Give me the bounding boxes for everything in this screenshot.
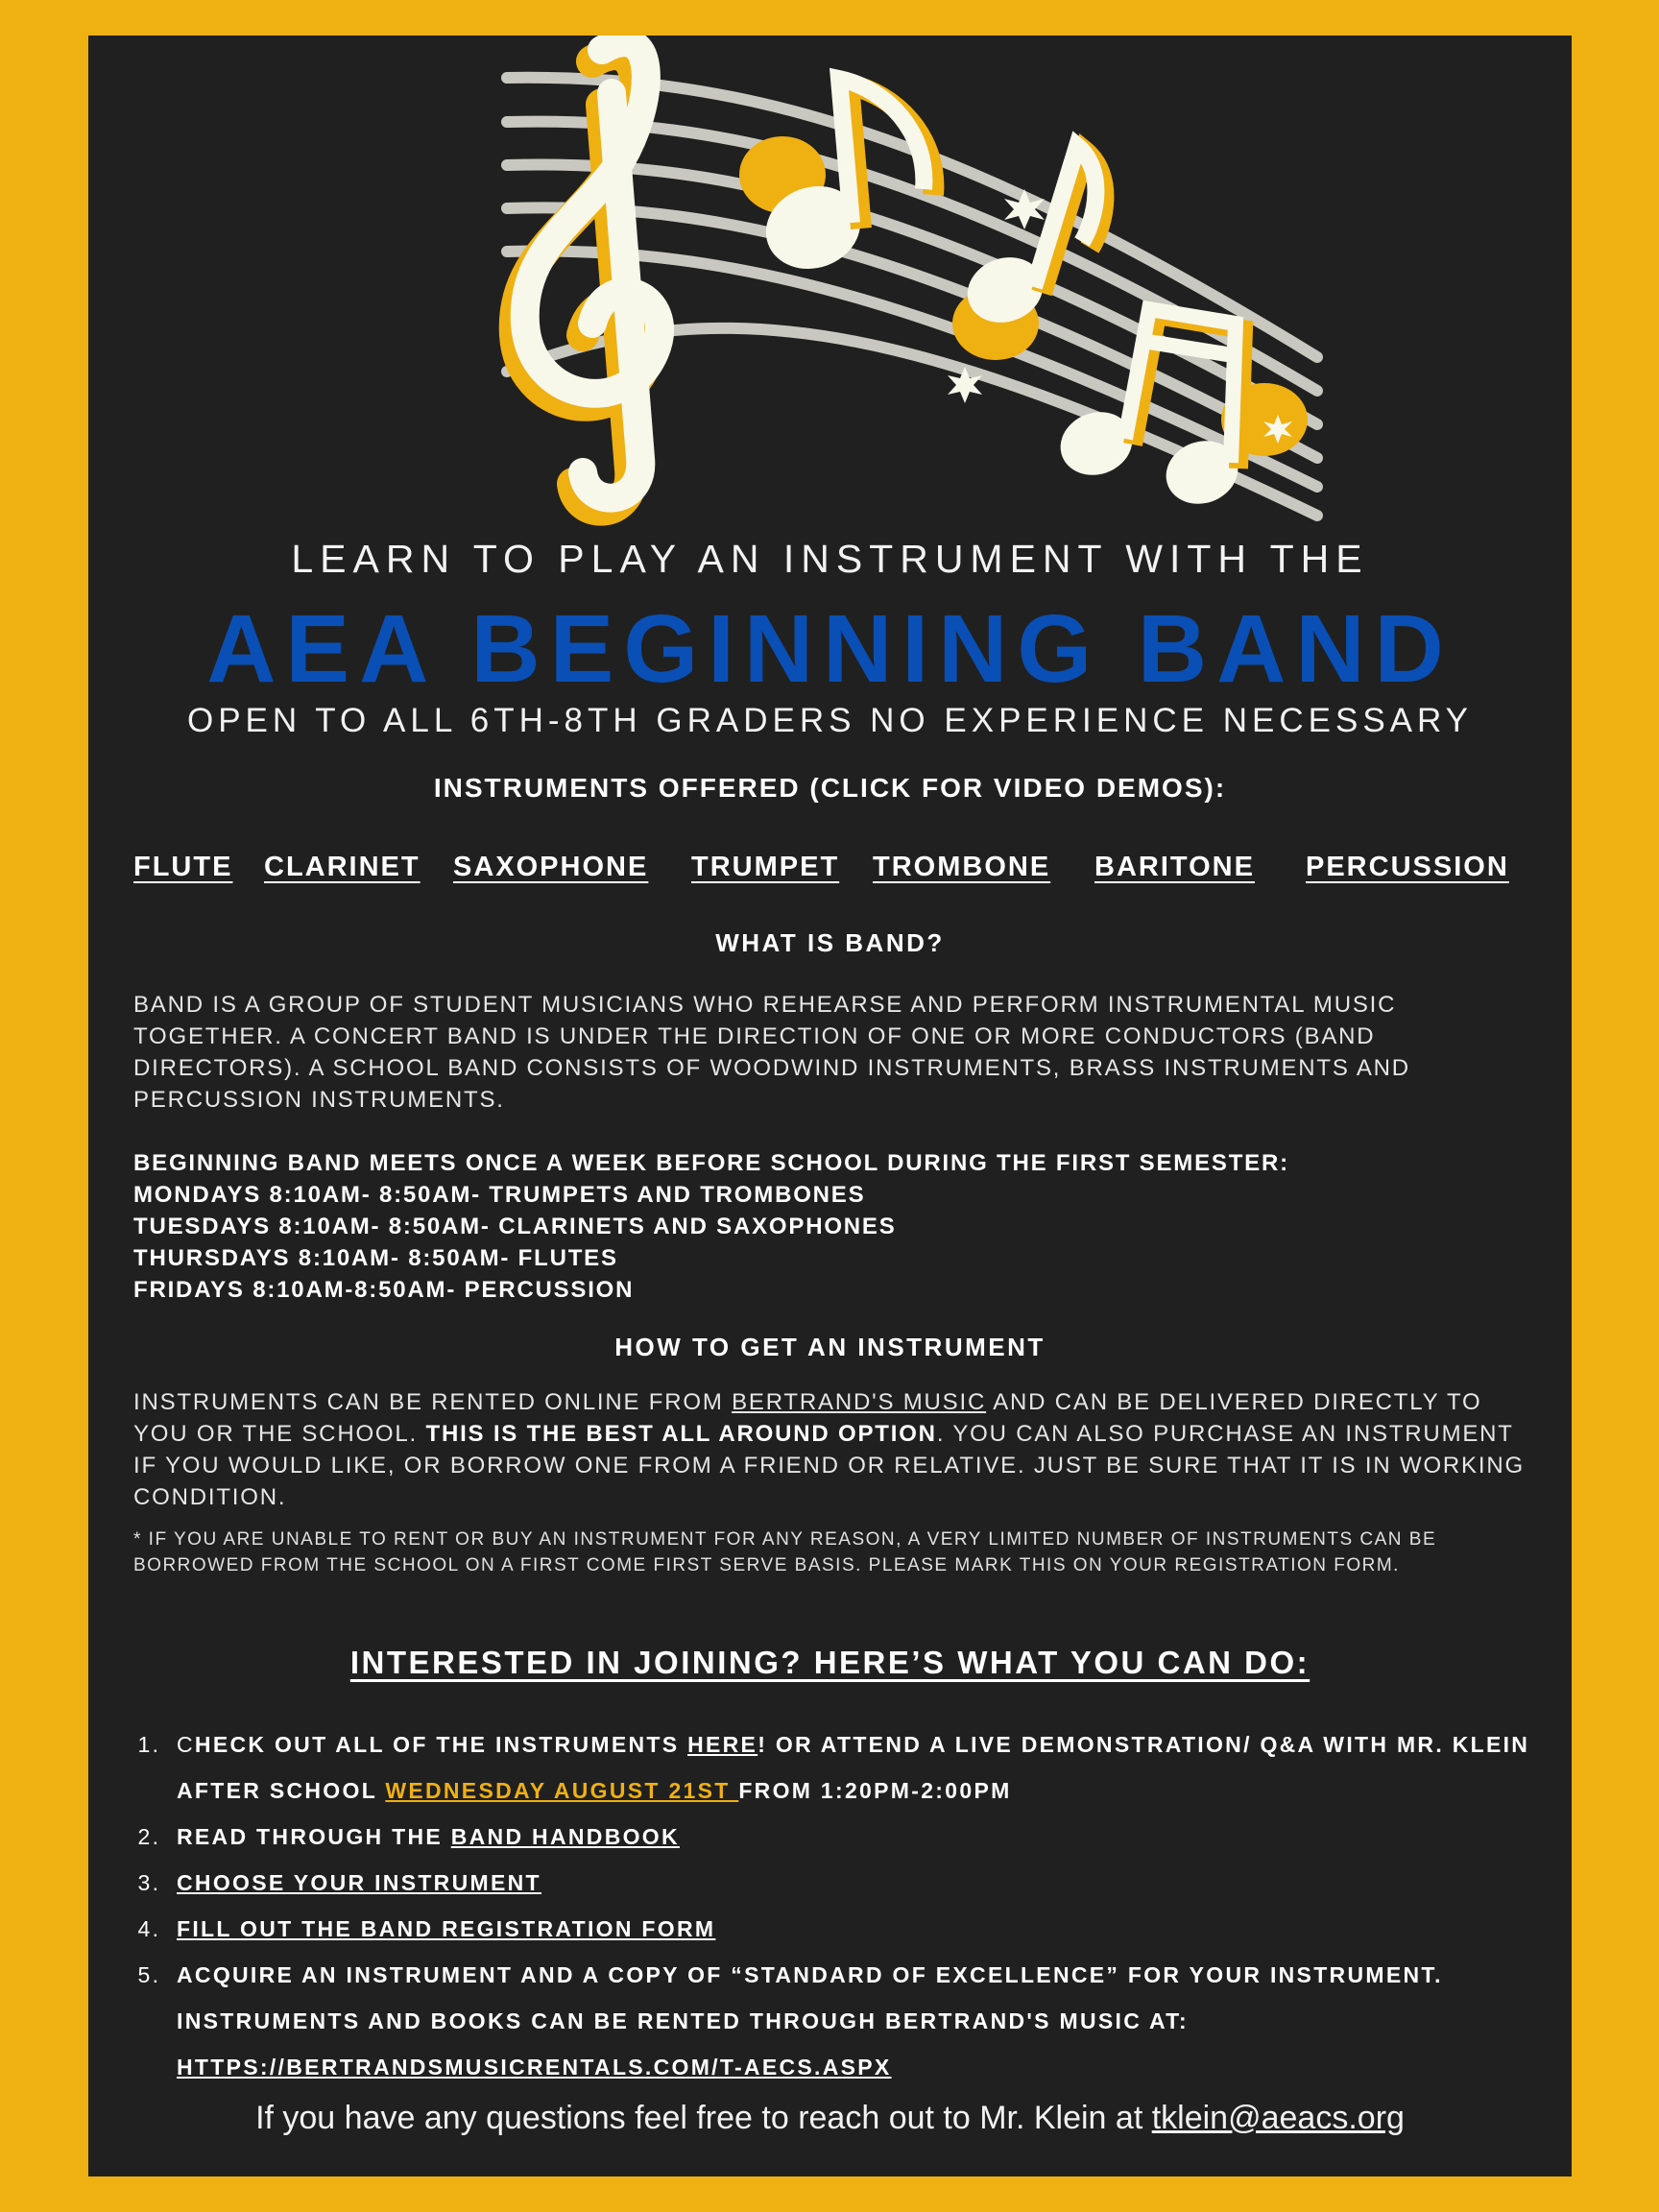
instrument-link-trumpet[interactable]: TRUMPET (691, 852, 840, 882)
schedule-block (133, 1147, 1530, 1306)
contact-line: If you have any questions feel free to reach out to Mr. Klein at tklein@aeacs.org (255, 2100, 1405, 2136)
schedule-line: TUESDAYS 8:10AM- 8:50AM- CLARINETS AND SAXOPHONES (133, 1214, 897, 1239)
step-5: 5. ACQUIRE AN INSTRUMENT AND A COPY OF “STANDARD OF EXCELLENCE” FOR YOUR INSTRUMENT. INSTRUMENTS AND BOOKS CAN BE RENTED THROUGH BERTRAND'S MUSIC AT: HTTPS://BERTRANDSMUSICRENTALS.COM/T-AECS.ASPX (169, 1952, 1561, 2090)
schedule-intro: BEGINNING BAND MEETS ONCE A WEEK BEFORE SCHOOL DURING THE FIRST SEMESTER: (133, 1150, 1289, 1176)
music-notes-illustration (405, 36, 1375, 535)
page-title: AEA BEGINNING BAND (206, 595, 1454, 703)
instrument-link-trombone[interactable]: TROMBONE (873, 852, 1051, 882)
best-option-text: THIS IS THE BEST ALL AROUND OPTION (425, 1421, 937, 1447)
interested-heading: INTERESTED IN JOINING? HERE’S WHAT YOU CAN DO: (349, 1645, 1310, 1680)
instrument-link-saxophone[interactable]: SAXOPHONE (453, 852, 649, 882)
step-4 (169, 1906, 1561, 1952)
choose-instrument-link[interactable]: CHOOSE YOUR INSTRUMENT (177, 1870, 541, 1895)
instruments-here-link[interactable]: HERE (687, 1732, 758, 1757)
treble-clef-icon (516, 42, 660, 510)
borrow-note: * IF YOU ARE UNABLE TO RENT OR BUY AN INSTRUMENT FOR ANY REASON, A VERY LIMITED NUMBER OF INSTRUMENTS CAN BE BORROWED FROM THE SCHOOL ON A FIRST COME FIRST SERVE BASIS. PLEASE MARK THIS ON YOUR REGISTRATION FORM. (133, 1529, 1437, 1575)
schedule-line: FRIDAYS 8:10AM-8:50AM- PERCUSSION (133, 1277, 635, 1303)
get-instrument-text: INSTRUMENTS CAN BE RENTED ONLINE FROM BERTRAND'S MUSIC AND CAN BE DELIVERED DIRECTLY TO YOU OR THE SCHOOL. THIS IS THE BEST ALL AROUND OPTION. YOU CAN ALSO PURCHASE AN INSTRUMENT IF YOU WOULD LIKE, OR BORROW ONE FROM A FRIEND OR RELATIVE. JUST BE SURE THAT IT IS IN WORKING CONDITION. (133, 1389, 1525, 1510)
instrument-link-baritone[interactable]: BARITONE (1094, 852, 1255, 882)
band-handbook-link[interactable]: BAND HANDBOOK (450, 1824, 680, 1849)
get-instrument-heading: HOW TO GET AN INSTRUMENT (614, 1333, 1046, 1361)
lead-line: LEARN TO PLAY AN INSTRUMENT WITH THE (291, 537, 1369, 581)
step-3 (169, 1860, 1561, 1906)
rental-url-link[interactable]: HTTPS://BERTRANDSMUSICRENTALS.COM/T-AECS.ASPX (177, 2055, 892, 2080)
step-1: 1. CHECK OUT ALL OF THE INSTRUMENTS HERE! OR ATTEND A LIVE DEMONSTRATION/ Q&A WITH MR. KLEIN AFTER SCHOOL WEDNESDAY AUGUST 21ST FROM 1:20PM-2:00PM (169, 1721, 1561, 1814)
what-is-band-heading: WHAT IS BAND? (715, 928, 945, 957)
schedule-line: THURSDAYS 8:10AM- 8:50AM- FLUTES (133, 1245, 618, 1271)
subtitle: OPEN TO ALL 6TH-8TH GRADERS NO EXPERIENCE NECESSARY (186, 702, 1473, 739)
bertrands-music-link[interactable]: BERTRAND'S MUSIC (732, 1389, 987, 1415)
instrument-link-percussion[interactable]: PERCUSSION (1306, 852, 1509, 882)
instrument-link-flute[interactable]: FLUTE (133, 852, 233, 882)
email-link[interactable]: tklein@aeacs.org (1151, 2100, 1405, 2136)
instruments-heading: INSTRUMENTS OFFERED (CLICK FOR VIDEO DEMOS): (433, 773, 1227, 803)
schedule-line: MONDAYS 8:10AM- 8:50AM- TRUMPETS AND TROMBONES (133, 1182, 866, 1208)
registration-form-link[interactable]: FILL OUT THE BAND REGISTRATION FORM (177, 1916, 716, 1941)
what-is-band-text: BAND IS A GROUP OF STUDENT MUSICIANS WHO REHEARSE AND PERFORM INSTRUMENTAL MUSIC TOGETHER. A CONCERT BAND IS UNDER THE DIRECTION OF ONE OR MORE CONDUCTORS (BAND DIRECTORS). A SCHOOL BAND CONSISTS OF WOODWIND INSTRUMENTS, BRASS INSTRUMENTS AND PERCUSSION INSTRUMENTS. (133, 992, 1410, 1113)
demo-date-link[interactable]: WEDNESDAY AUGUST 21ST (385, 1778, 739, 1803)
steps-list (148, 1721, 1561, 2090)
step-2: 2. READ THROUGH THE BAND HANDBOOK (169, 1814, 1561, 1860)
instrument-link-clarinet[interactable]: CLARINET (264, 852, 421, 882)
flyer-panel (88, 36, 1572, 2176)
